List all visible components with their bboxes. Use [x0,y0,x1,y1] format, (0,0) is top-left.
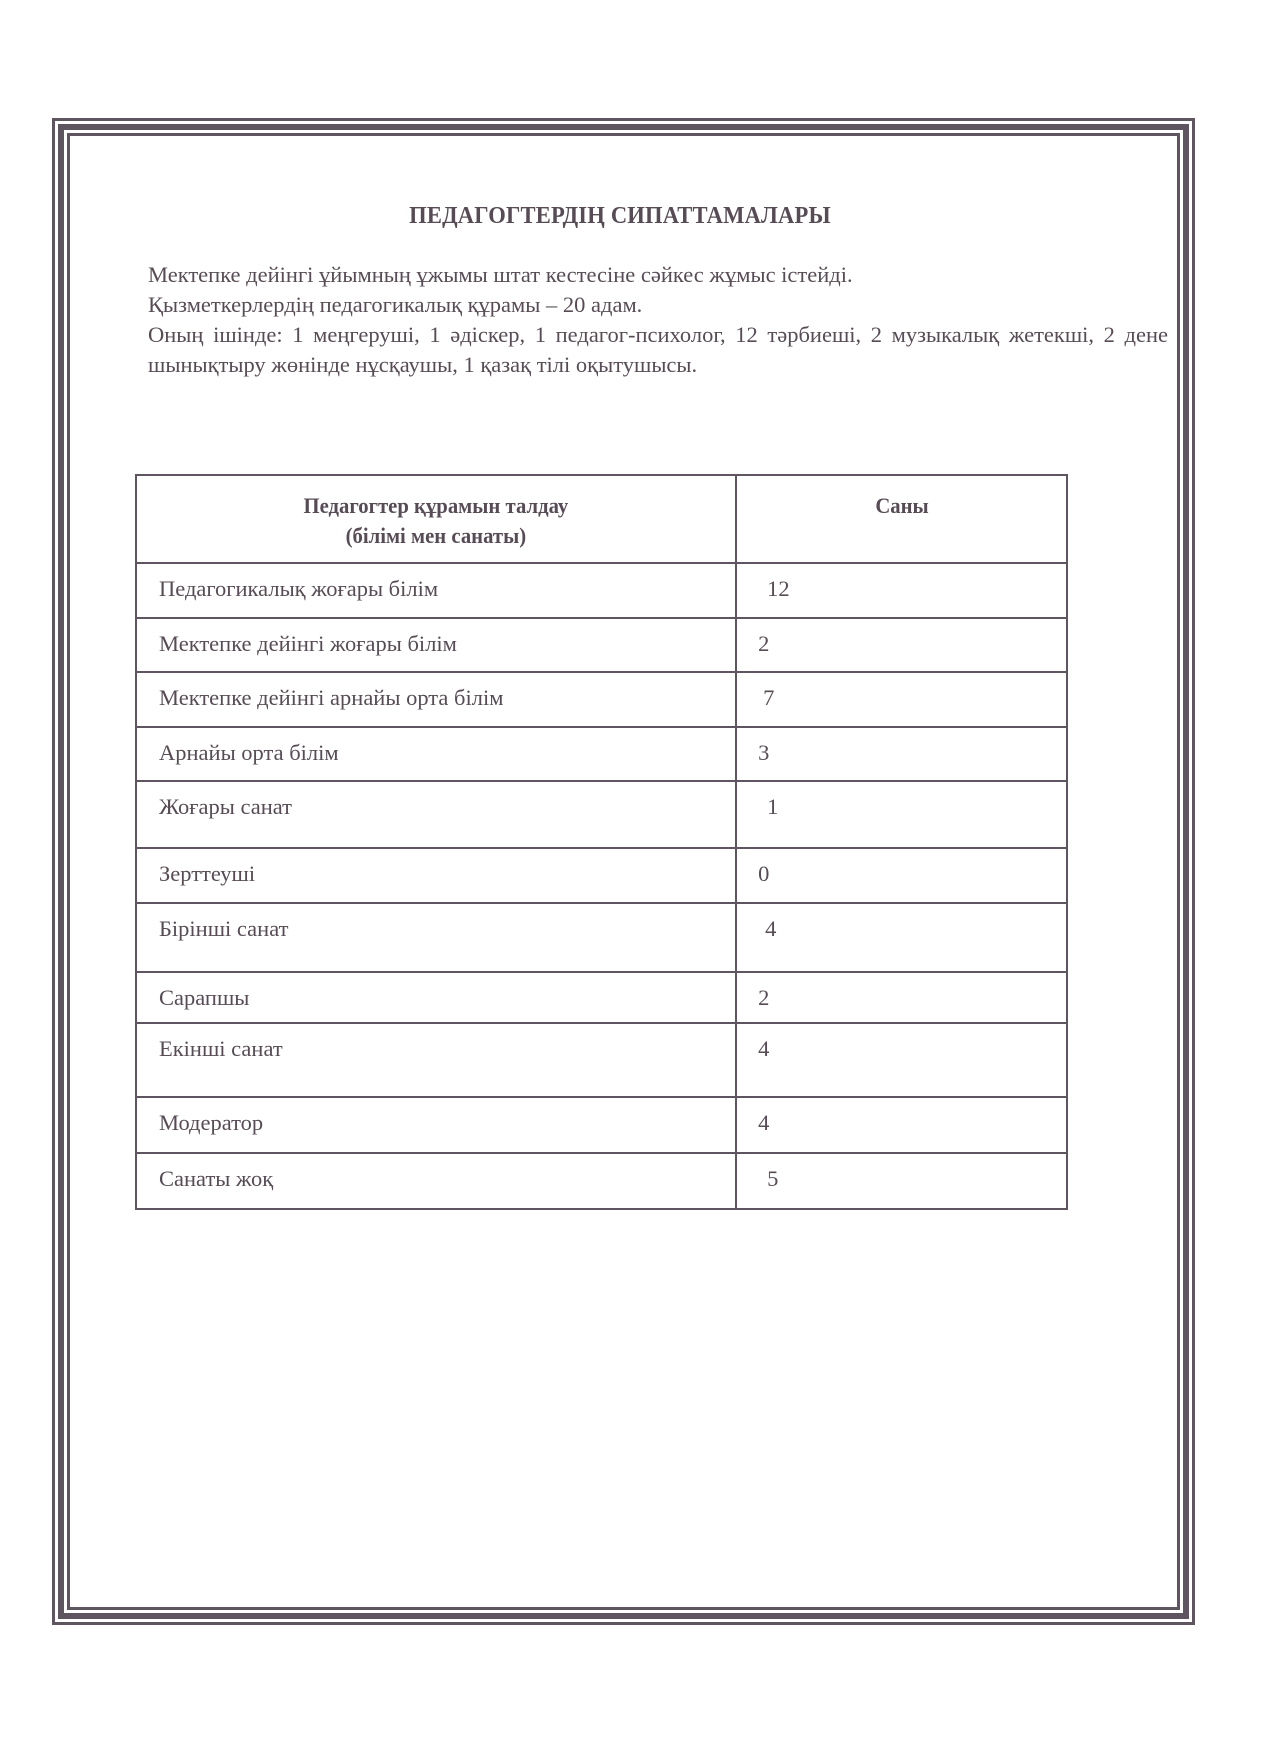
table-row [136,1097,1067,1153]
table-row [136,848,1067,903]
row-label: Екінші санат [136,1023,736,1097]
header-analysis-line1: Педагогтер құрамын талдау [303,493,569,518]
row-label: Сарапшы [136,972,736,1023]
intro-line-2: Қызметкерлердің педагогикалық құрамы – 20 адам. [148,292,643,317]
row-value: 4 [736,903,1067,972]
row-label: Санаты жоқ [136,1153,736,1209]
row-value: 2 [736,618,1067,672]
table-row [136,563,1067,618]
row-label: Арнайы орта білім [136,727,736,781]
row-label: Педагогикалық жоғары білім [136,563,736,618]
header-count-label: Саны [874,493,929,518]
row-value: 2 [736,972,1067,1023]
intro-paragraph [148,260,1168,380]
row-value: 3 [736,727,1067,781]
header-analysis-line2: (білімі мен санаты) [345,523,527,548]
row-label: Мектепке дейінгі жоғары білім [136,618,736,672]
table-row [136,727,1067,781]
intro-line-3: Оның ішінде: 1 меңгеруші, 1 әдіскер, 1 педагог-психолог, 12 тәрбиеші, 2 музыкалық жетекші, 2 дене шынықтыру жөнінде нұсқаушы, 1 қазақ тілі оқытушысы. [148,322,1168,377]
row-value: 12 [736,563,1067,618]
row-value: 7 [736,672,1067,727]
header-count [736,475,1067,563]
row-label: Бірінші санат [136,903,736,972]
row-label: Жоғары санат [136,781,736,848]
row-value: 0 [736,848,1067,903]
table-row [136,1023,1067,1097]
table-body [136,563,1067,1209]
row-label: Модератор [136,1097,736,1153]
table-header-row [136,475,1067,563]
intro-line-1: Мектепке дейінгі ұйымның ұжымы штат кестесіне сәйкес жұмыс істейді. [148,262,853,287]
row-value: 4 [736,1097,1067,1153]
row-value: 5 [736,1153,1067,1209]
row-value: 4 [736,1023,1067,1097]
row-value: 1 [736,781,1067,848]
table-row [136,672,1067,727]
table-row [136,903,1067,972]
table-row [136,618,1067,672]
table-row [136,972,1067,1023]
row-label: Мектепке дейінгі арнайы орта білім [136,672,736,727]
staff-composition-table [135,474,1068,1210]
table-row [136,1153,1067,1209]
row-label: Зерттеуші [136,848,736,903]
header-analysis [136,475,736,563]
document-title: ПЕДАГОГТЕРДІҢ СИПАТТАМАЛАРЫ [409,203,831,229]
table-row [136,781,1067,848]
